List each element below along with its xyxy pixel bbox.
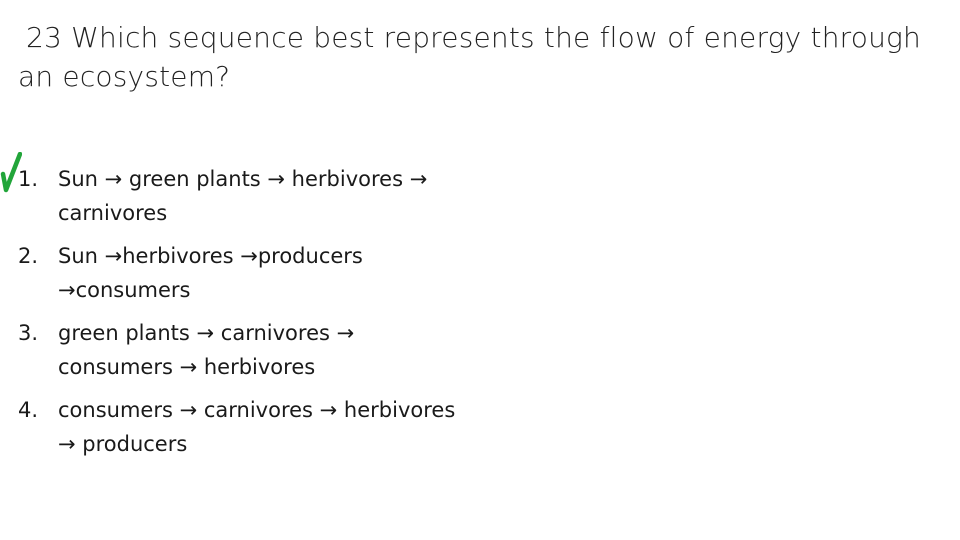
answer-option-4 <box>18 393 458 461</box>
answer-text: consumers → carnivores → herbivores → producers <box>58 398 456 456</box>
answer-text: Sun →herbivores →producers →consumers <box>58 244 363 302</box>
answer-number: 4. <box>18 398 39 422</box>
question-text: Which sequence best represents the flow of energy through an ecosystem? <box>18 21 921 93</box>
question-number: 23 <box>26 21 63 54</box>
answer-option-2 <box>18 239 458 307</box>
answer-list <box>18 162 458 470</box>
answer-text: green plants → carnivores → consumers → herbivores <box>58 321 355 379</box>
question-heading <box>18 18 943 96</box>
answer-option-1 <box>18 162 458 230</box>
answer-number: 3. <box>18 321 39 345</box>
answer-text: Sun → green plants → herbivores → carnivores <box>58 167 428 225</box>
answer-option-3 <box>18 316 458 384</box>
answer-number: 1. <box>18 167 39 191</box>
answer-number: 2. <box>18 244 39 268</box>
